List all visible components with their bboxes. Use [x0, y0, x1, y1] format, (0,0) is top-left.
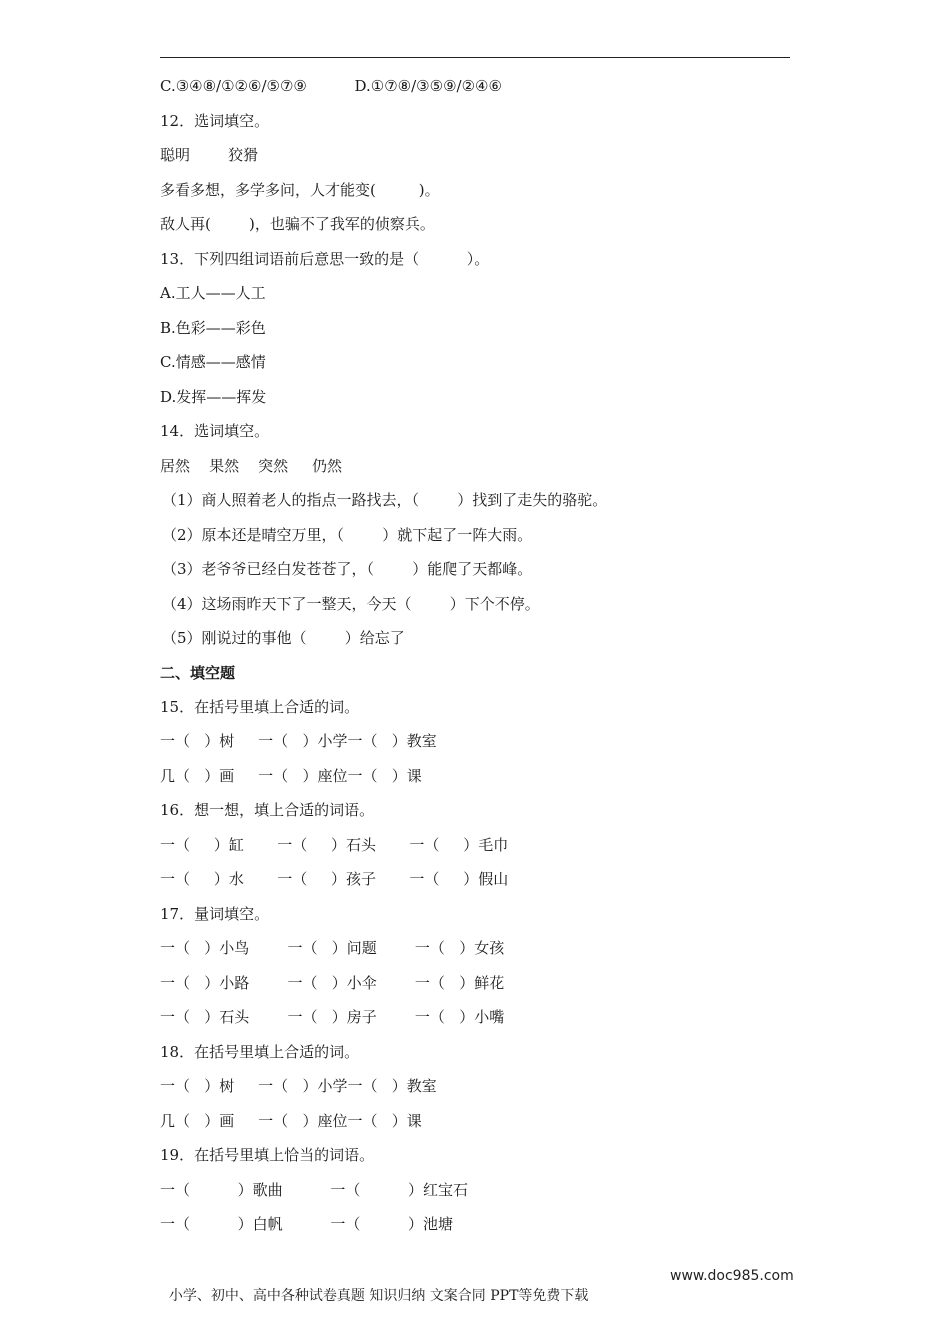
question-14-item-5: （5）刚说过的事他（ ）给忘了 [162, 629, 405, 647]
question-13-option-c: C.情感——感情 [160, 353, 266, 371]
question-14-title: 14．选词填空。 [160, 422, 270, 440]
footer-site-link[interactable]: www.doc985.com [670, 1268, 794, 1284]
header-rule [160, 57, 790, 58]
question-16-title: 16．想一想，填上合适的词语。 [160, 801, 375, 819]
question-12-sentence-2: 敌人再( )，也骗不了我军的侦察兵。 [160, 215, 435, 233]
question-14-item-3: （3）老爷爷已经白发苍苍了，（ ）能爬了天都峰。 [162, 560, 533, 578]
question-13-title: 13．下列四组词语前后意思一致的是（ ）。 [160, 250, 490, 268]
question-13-option-a: A.工人——人工 [160, 284, 266, 302]
question-13-option-b: B.色彩——彩色 [160, 319, 266, 337]
question-18-title: 18．在括号里填上合适的词。 [160, 1043, 360, 1061]
question-11-options-cd: C.③④⑧/①②⑥/⑤⑦⑨ D.①⑦⑧/③⑤⑨/②④⑥ [160, 77, 502, 95]
question-19-row-2: 一（ ）白帆 一（ ）池塘 [160, 1215, 454, 1233]
question-14-word-bank: 居然 果然 突然 仍然 [160, 457, 342, 475]
question-13-option-d: D.发挥——挥发 [160, 388, 267, 406]
question-12-word-bank: 聪明 狡猾 [160, 146, 259, 164]
question-16-row-1: 一（ ）缸 一（ ）石头 一（ ）毛巾 [160, 836, 509, 854]
question-15-title: 15．在括号里填上合适的词。 [160, 698, 360, 716]
question-12-title: 12．选词填空。 [160, 112, 270, 130]
question-17-row-2: 一（ ）小路 一（ ）小伞 一（ ）鲜花 [160, 974, 505, 992]
question-18-row-2: 几（ ）画 一（ ）座位一（ ）课 [160, 1112, 422, 1130]
question-19-title: 19．在括号里填上恰当的词语。 [160, 1146, 375, 1164]
footer-text: 小学、初中、高中各种试卷真题 知识归纳 文案合同 PPT等免费下载 [168, 1288, 589, 1304]
question-14-item-2: （2）原本还是晴空万里，（ ）就下起了一阵大雨。 [162, 526, 533, 544]
question-19-row-1: 一（ ）歌曲 一（ ）红宝石 [160, 1181, 469, 1199]
question-17-row-3: 一（ ）石头 一（ ）房子 一（ ）小嘴 [160, 1008, 505, 1026]
question-16-row-2: 一（ ）水 一（ ）孩子 一（ ）假山 [160, 870, 509, 888]
question-17-row-1: 一（ ）小鸟 一（ ）问题 一（ ）女孩 [160, 939, 505, 957]
question-17-title: 17．量词填空。 [160, 905, 270, 923]
question-18-row-1: 一（ ）树 一（ ）小学一（ ）教室 [160, 1077, 437, 1095]
section-heading-fill-in: 二、填空题 [160, 664, 236, 682]
page-footer [160, 1266, 794, 1326]
question-14-item-4: （4）这场雨昨天下了一整天，今天（ ）下个不停。 [162, 595, 540, 613]
question-15-row-1: 一（ ）树 一（ ）小学一（ ）教室 [160, 732, 437, 750]
question-12-sentence-1: 多看多想，多学多问，人才能变( )。 [160, 181, 440, 199]
question-14-item-1: （1）商人照着老人的指点一路找去，（ ）找到了走失的骆驼。 [162, 491, 608, 509]
question-15-row-2: 几（ ）画 一（ ）座位一（ ）课 [160, 767, 422, 785]
